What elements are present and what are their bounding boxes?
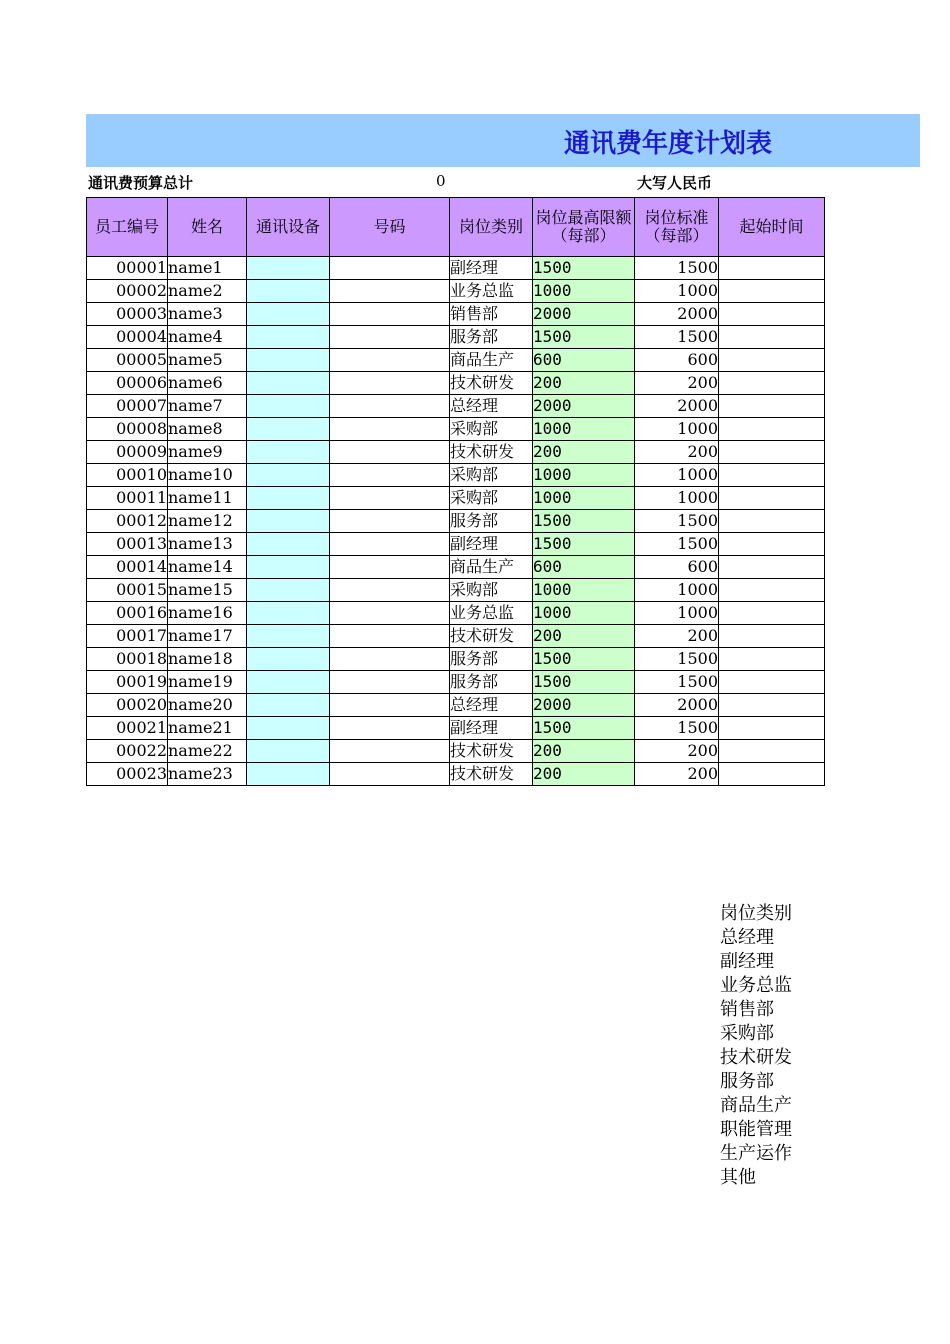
number-cell[interactable] (330, 441, 450, 464)
max-limit-cell[interactable]: 1500 (533, 671, 635, 694)
start-time-cell[interactable] (719, 487, 825, 510)
col-header-start-time[interactable]: 起始时间 (719, 198, 825, 257)
standard-cell[interactable]: 1000 (635, 487, 719, 510)
start-time-cell[interactable] (719, 395, 825, 418)
category-cell[interactable]: 服务部 (450, 510, 533, 533)
category-list-item: 副经理 (720, 951, 774, 972)
table-row (87, 257, 825, 280)
standard-cell[interactable]: 200 (635, 763, 719, 786)
max-limit-cell[interactable]: 1500 (533, 717, 635, 740)
device-cell[interactable] (247, 648, 330, 671)
device-cell[interactable] (247, 418, 330, 441)
name-cell[interactable]: name11 (168, 487, 247, 510)
number-cell[interactable] (330, 510, 450, 533)
max-limit-cell[interactable]: 200 (533, 625, 635, 648)
standard-cell[interactable]: 200 (635, 441, 719, 464)
name-cell[interactable]: name13 (168, 533, 247, 556)
name-cell[interactable]: name20 (168, 694, 247, 717)
emp-id-cell[interactable]: 00014 (87, 556, 168, 579)
emp-id-cell[interactable]: 00016 (87, 602, 168, 625)
table-row (87, 464, 825, 487)
max-limit-cell[interactable]: 1500 (533, 648, 635, 671)
category-cell[interactable]: 采购部 (450, 418, 533, 441)
table-row (87, 487, 825, 510)
col-header-number[interactable]: 号码 (330, 198, 450, 257)
budget-total-value: 0 (436, 172, 446, 190)
device-cell[interactable] (247, 257, 330, 280)
start-time-cell[interactable] (719, 648, 825, 671)
device-cell[interactable] (247, 579, 330, 602)
number-cell[interactable] (330, 556, 450, 579)
sheet-title: 通讯费年度计划表 (563, 129, 772, 159)
number-cell[interactable] (330, 280, 450, 303)
device-cell[interactable] (247, 487, 330, 510)
start-time-cell[interactable] (719, 671, 825, 694)
table-row (87, 372, 825, 395)
emp-id-cell[interactable]: 00006 (87, 372, 168, 395)
table-row (87, 740, 825, 763)
category-list-header: 岗位类别 (720, 903, 792, 924)
category-cell[interactable]: 技术研发 (450, 372, 533, 395)
max-limit-cell[interactable]: 2000 (533, 395, 635, 418)
table-row (87, 694, 825, 717)
emp-id-cell[interactable]: 00005 (87, 349, 168, 372)
category-cell[interactable]: 商品生产 (450, 556, 533, 579)
start-time-cell[interactable] (719, 740, 825, 763)
col-header-max-limit[interactable]: 岗位最高限额（每部） (533, 198, 635, 257)
standard-cell[interactable]: 2000 (635, 395, 719, 418)
emp-id-cell[interactable]: 00007 (87, 395, 168, 418)
category-cell[interactable]: 副经理 (450, 717, 533, 740)
max-limit-cell[interactable]: 200 (533, 372, 635, 395)
name-cell[interactable]: name21 (168, 717, 247, 740)
table-row (87, 556, 825, 579)
device-cell[interactable] (247, 625, 330, 648)
device-cell[interactable] (247, 303, 330, 326)
category-cell[interactable]: 销售部 (450, 303, 533, 326)
start-time-cell[interactable] (719, 372, 825, 395)
number-cell[interactable] (330, 694, 450, 717)
start-time-cell[interactable] (719, 326, 825, 349)
start-time-cell[interactable] (719, 533, 825, 556)
start-time-cell[interactable] (719, 763, 825, 786)
category-list-item: 服务部 (720, 1071, 774, 1092)
col-header-device[interactable]: 通讯设备 (247, 198, 330, 257)
number-cell[interactable] (330, 579, 450, 602)
number-cell[interactable] (330, 372, 450, 395)
category-cell[interactable]: 技术研发 (450, 625, 533, 648)
category-list-item: 技术研发 (720, 1047, 792, 1068)
name-cell[interactable]: name18 (168, 648, 247, 671)
device-cell[interactable] (247, 671, 330, 694)
number-cell[interactable] (330, 487, 450, 510)
category-list-item: 业务总监 (720, 975, 792, 996)
category-cell[interactable]: 业务总监 (450, 602, 533, 625)
category-list-item: 其他 (720, 1167, 756, 1188)
category-cell[interactable]: 总经理 (450, 395, 533, 418)
standard-cell[interactable]: 1000 (635, 602, 719, 625)
number-cell[interactable] (330, 625, 450, 648)
category-cell[interactable]: 服务部 (450, 326, 533, 349)
table-row (87, 349, 825, 372)
number-cell[interactable] (330, 464, 450, 487)
number-cell[interactable] (330, 671, 450, 694)
device-cell[interactable] (247, 372, 330, 395)
category-cell[interactable]: 副经理 (450, 533, 533, 556)
start-time-cell[interactable] (719, 625, 825, 648)
standard-cell[interactable]: 600 (635, 349, 719, 372)
device-cell[interactable] (247, 510, 330, 533)
name-cell[interactable]: name9 (168, 441, 247, 464)
title-band (86, 114, 920, 167)
table-row (87, 763, 825, 786)
emp-id-cell[interactable]: 00018 (87, 648, 168, 671)
emp-id-cell[interactable]: 00001 (87, 257, 168, 280)
table-row (87, 418, 825, 441)
start-time-cell[interactable] (719, 602, 825, 625)
table-row (87, 533, 825, 556)
name-cell[interactable]: name12 (168, 510, 247, 533)
number-cell[interactable] (330, 349, 450, 372)
emp-id-cell[interactable]: 00002 (87, 280, 168, 303)
emp-id-cell[interactable]: 00003 (87, 303, 168, 326)
emp-id-cell[interactable]: 00009 (87, 441, 168, 464)
start-time-cell[interactable] (719, 349, 825, 372)
start-time-cell[interactable] (719, 579, 825, 602)
standard-cell[interactable]: 1500 (635, 510, 719, 533)
number-cell[interactable] (330, 763, 450, 786)
name-cell[interactable]: name8 (168, 418, 247, 441)
category-cell[interactable]: 业务总监 (450, 280, 533, 303)
category-list-item: 采购部 (720, 1023, 774, 1044)
category-cell[interactable]: 服务部 (450, 648, 533, 671)
max-limit-cell[interactable]: 1500 (533, 510, 635, 533)
start-time-cell[interactable] (719, 464, 825, 487)
emp-id-cell[interactable]: 00011 (87, 487, 168, 510)
max-limit-cell[interactable]: 600 (533, 349, 635, 372)
standard-cell[interactable]: 200 (635, 372, 719, 395)
start-time-cell[interactable] (719, 303, 825, 326)
number-cell[interactable] (330, 648, 450, 671)
device-cell[interactable] (247, 763, 330, 786)
name-cell[interactable]: name1 (168, 257, 247, 280)
table-row (87, 579, 825, 602)
device-cell[interactable] (247, 533, 330, 556)
table-row (87, 602, 825, 625)
name-cell[interactable]: name3 (168, 303, 247, 326)
standard-cell[interactable]: 600 (635, 556, 719, 579)
category-cell[interactable]: 技术研发 (450, 763, 533, 786)
name-cell[interactable]: name22 (168, 740, 247, 763)
device-cell[interactable] (247, 602, 330, 625)
category-list-item: 总经理 (720, 927, 774, 948)
number-cell[interactable] (330, 418, 450, 441)
name-cell[interactable]: name17 (168, 625, 247, 648)
standard-cell[interactable]: 1500 (635, 257, 719, 280)
budget-total-label: 通讯费预算总计 (88, 174, 194, 192)
name-cell[interactable]: name7 (168, 395, 247, 418)
start-time-cell[interactable] (719, 257, 825, 280)
emp-id-cell[interactable]: 00023 (87, 763, 168, 786)
table-row (87, 648, 825, 671)
emp-id-cell[interactable]: 00017 (87, 625, 168, 648)
category-cell[interactable]: 服务部 (450, 671, 533, 694)
device-cell[interactable] (247, 326, 330, 349)
emp-id-cell[interactable]: 00008 (87, 418, 168, 441)
device-cell[interactable] (247, 694, 330, 717)
standard-cell[interactable]: 1500 (635, 671, 719, 694)
device-cell[interactable] (247, 740, 330, 763)
device-cell[interactable] (247, 717, 330, 740)
name-cell[interactable]: name23 (168, 763, 247, 786)
name-cell[interactable]: name2 (168, 280, 247, 303)
name-cell[interactable]: name14 (168, 556, 247, 579)
emp-id-cell[interactable]: 00013 (87, 533, 168, 556)
table-row (87, 395, 825, 418)
number-cell[interactable] (330, 395, 450, 418)
standard-cell[interactable]: 1000 (635, 464, 719, 487)
device-cell[interactable] (247, 395, 330, 418)
name-cell[interactable]: name15 (168, 579, 247, 602)
name-cell[interactable]: name19 (168, 671, 247, 694)
max-limit-cell[interactable]: 200 (533, 763, 635, 786)
standard-cell[interactable]: 1500 (635, 533, 719, 556)
standard-cell[interactable]: 1500 (635, 648, 719, 671)
number-cell[interactable] (330, 717, 450, 740)
emp-id-cell[interactable]: 00004 (87, 326, 168, 349)
category-reference-list (720, 902, 792, 1190)
emp-id-cell[interactable]: 00015 (87, 579, 168, 602)
number-cell[interactable] (330, 303, 450, 326)
max-limit-cell[interactable]: 1000 (533, 487, 635, 510)
device-cell[interactable] (247, 464, 330, 487)
rmb-uppercase-label: 大写人民币 (637, 174, 713, 192)
start-time-cell[interactable] (719, 418, 825, 441)
start-time-cell[interactable] (719, 717, 825, 740)
start-time-cell[interactable] (719, 280, 825, 303)
standard-cell[interactable]: 1000 (635, 280, 719, 303)
table-row (87, 303, 825, 326)
number-cell[interactable] (330, 326, 450, 349)
max-limit-cell[interactable]: 200 (533, 740, 635, 763)
category-cell[interactable]: 采购部 (450, 487, 533, 510)
category-cell[interactable]: 采购部 (450, 579, 533, 602)
col-header-category[interactable]: 岗位类别 (450, 198, 533, 257)
start-time-cell[interactable] (719, 510, 825, 533)
name-cell[interactable]: name4 (168, 326, 247, 349)
emp-id-cell[interactable]: 00019 (87, 671, 168, 694)
table-row (87, 671, 825, 694)
device-cell[interactable] (247, 441, 330, 464)
name-cell[interactable]: name16 (168, 602, 247, 625)
category-list-item: 生产运作 (720, 1143, 792, 1164)
standard-cell[interactable]: 200 (635, 740, 719, 763)
standard-cell[interactable]: 1000 (635, 579, 719, 602)
standard-cell[interactable]: 200 (635, 625, 719, 648)
max-limit-cell[interactable]: 1500 (533, 326, 635, 349)
emp-id-cell[interactable]: 00010 (87, 464, 168, 487)
standard-cell[interactable]: 1000 (635, 418, 719, 441)
category-cell[interactable]: 商品生产 (450, 349, 533, 372)
category-list-item: 商品生产 (720, 1095, 792, 1116)
col-header-name[interactable]: 姓名 (168, 198, 247, 257)
standard-cell[interactable]: 1500 (635, 717, 719, 740)
number-cell[interactable] (330, 740, 450, 763)
device-cell[interactable] (247, 280, 330, 303)
max-limit-cell[interactable]: 1500 (533, 257, 635, 280)
name-cell[interactable]: name10 (168, 464, 247, 487)
category-cell[interactable]: 技术研发 (450, 740, 533, 763)
table-row (87, 280, 825, 303)
table-row (87, 441, 825, 464)
number-cell[interactable] (330, 257, 450, 280)
emp-id-cell[interactable]: 00022 (87, 740, 168, 763)
max-limit-cell[interactable]: 600 (533, 556, 635, 579)
category-cell[interactable]: 副经理 (450, 257, 533, 280)
start-time-cell[interactable] (719, 694, 825, 717)
number-cell[interactable] (330, 533, 450, 556)
col-header-standard[interactable]: 岗位标准（每部） (635, 198, 719, 257)
table-row (87, 326, 825, 349)
col-header-emp-id[interactable]: 员工编号 (87, 198, 168, 257)
max-limit-cell[interactable]: 1000 (533, 418, 635, 441)
category-cell[interactable]: 总经理 (450, 694, 533, 717)
name-cell[interactable]: name5 (168, 349, 247, 372)
max-limit-cell[interactable]: 1000 (533, 280, 635, 303)
category-cell[interactable]: 技术研发 (450, 441, 533, 464)
standard-cell[interactable]: 2000 (635, 694, 719, 717)
name-cell[interactable]: name6 (168, 372, 247, 395)
max-limit-cell[interactable]: 200 (533, 441, 635, 464)
table-row (87, 625, 825, 648)
category-cell[interactable]: 采购部 (450, 464, 533, 487)
standard-cell[interactable]: 2000 (635, 303, 719, 326)
max-limit-cell[interactable]: 1500 (533, 533, 635, 556)
standard-cell[interactable]: 1500 (635, 326, 719, 349)
start-time-cell[interactable] (719, 556, 825, 579)
max-limit-cell[interactable]: 1000 (533, 579, 635, 602)
emp-id-cell[interactable]: 00021 (87, 717, 168, 740)
device-cell[interactable] (247, 556, 330, 579)
start-time-cell[interactable] (719, 441, 825, 464)
device-cell[interactable] (247, 349, 330, 372)
table-row (87, 717, 825, 740)
category-list-item: 销售部 (720, 999, 774, 1020)
max-limit-cell[interactable]: 1000 (533, 602, 635, 625)
table-row (87, 510, 825, 533)
max-limit-cell[interactable]: 2000 (533, 694, 635, 717)
number-cell[interactable] (330, 602, 450, 625)
emp-id-cell[interactable]: 00020 (87, 694, 168, 717)
budget-table (86, 197, 825, 786)
max-limit-cell[interactable]: 1000 (533, 464, 635, 487)
header-row (87, 198, 825, 257)
category-list-item: 职能管理 (720, 1119, 792, 1140)
emp-id-cell[interactable]: 00012 (87, 510, 168, 533)
max-limit-cell[interactable]: 2000 (533, 303, 635, 326)
